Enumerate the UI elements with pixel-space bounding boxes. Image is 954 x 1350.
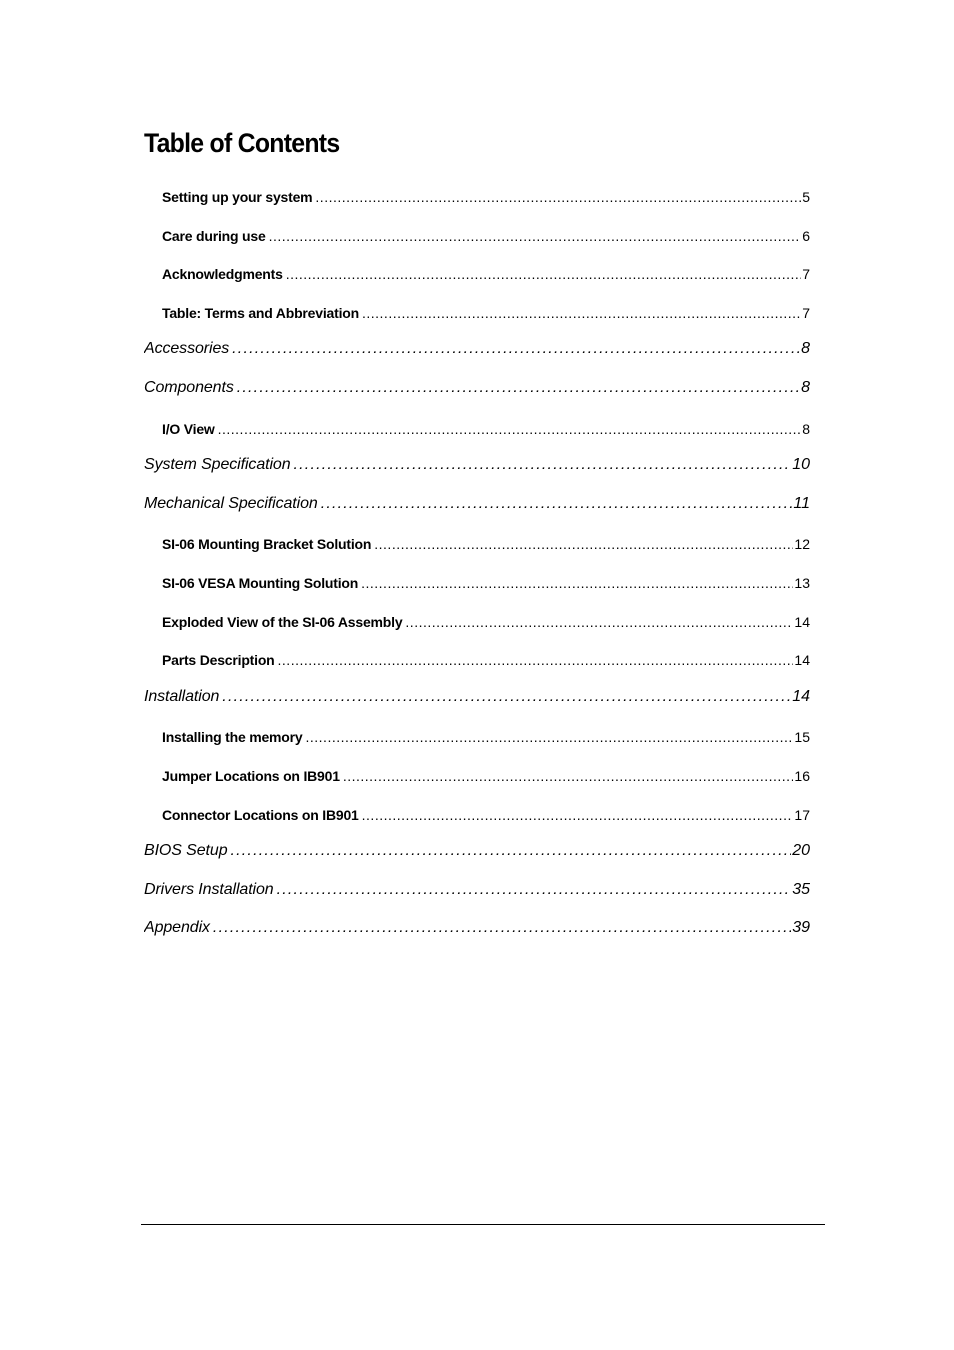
footer-rule xyxy=(141,1224,825,1225)
toc-entry[interactable] xyxy=(144,257,810,296)
dot-leader xyxy=(277,880,792,900)
dot-leader xyxy=(218,419,802,439)
toc-entry-label: Parts Description xyxy=(162,652,275,669)
toc-entry-page: 39 xyxy=(792,919,810,937)
toc-entry[interactable] xyxy=(144,412,810,451)
toc-entry-label: Acknowledgments xyxy=(162,266,283,283)
dot-leader xyxy=(362,805,794,825)
toc-entry-page: 14 xyxy=(794,652,810,669)
dot-leader xyxy=(269,226,802,246)
toc-entry-label: System Specification xyxy=(144,456,291,474)
toc-entry[interactable] xyxy=(144,643,810,682)
toc-entry-page: 14 xyxy=(792,687,810,705)
toc-entry-page: 13 xyxy=(794,574,810,591)
toc-entry-label: Table: Terms and Abbreviation xyxy=(162,304,359,321)
toc-entry[interactable] xyxy=(144,296,810,335)
dot-leader xyxy=(286,264,802,284)
toc-entry-label: Drivers Installation xyxy=(144,880,274,898)
toc-list xyxy=(144,180,810,952)
toc-entry-page: 17 xyxy=(794,806,810,823)
toc-entry-page: 7 xyxy=(802,304,810,321)
toc-entry-page: 35 xyxy=(792,880,810,898)
dot-leader xyxy=(405,612,793,632)
toc-section-entry[interactable] xyxy=(144,875,810,914)
dot-leader xyxy=(361,573,793,593)
toc-entry[interactable] xyxy=(144,180,810,219)
toc-entry-label: Appendix xyxy=(144,919,210,937)
toc-section-entry[interactable] xyxy=(144,913,810,952)
toc-entry-page: 8 xyxy=(802,420,810,437)
dot-leader xyxy=(306,727,794,747)
toc-entry[interactable] xyxy=(144,527,810,566)
dot-leader xyxy=(321,494,793,514)
toc-entry[interactable] xyxy=(144,759,810,798)
dot-leader xyxy=(222,687,791,707)
toc-entry[interactable] xyxy=(144,720,810,759)
toc-entry-label: Connector Locations on IB901 xyxy=(162,806,359,823)
dot-leader xyxy=(315,187,801,207)
toc-entry-label: Exploded View of the SI-06 Assembly xyxy=(162,613,403,630)
toc-entry-page: 20 xyxy=(792,842,810,860)
toc-entry-page: 10 xyxy=(792,456,810,474)
dot-leader xyxy=(213,918,791,938)
dot-leader xyxy=(374,534,793,554)
dot-leader xyxy=(362,303,801,323)
toc-entry-label: BIOS Setup xyxy=(144,842,228,860)
toc-title: Table of Contents xyxy=(144,128,340,158)
dot-leader xyxy=(343,766,794,786)
toc-entry-label: I/O View xyxy=(162,420,215,437)
toc-section-entry[interactable] xyxy=(144,682,810,721)
toc-entry-page: 15 xyxy=(794,729,810,746)
toc-entry[interactable] xyxy=(144,219,810,258)
dot-leader xyxy=(237,378,800,398)
toc-entry-label: Care during use xyxy=(162,227,266,244)
toc-entry-label: Jumper Locations on IB901 xyxy=(162,767,340,784)
dot-leader xyxy=(294,455,792,475)
toc-entry[interactable] xyxy=(144,605,810,644)
toc-entry-label: SI-06 Mounting Bracket Solution xyxy=(162,536,372,553)
dot-leader xyxy=(232,339,800,359)
toc-entry-page: 12 xyxy=(794,536,810,553)
toc-section-entry[interactable] xyxy=(144,836,810,875)
toc-section-entry[interactable] xyxy=(144,489,810,528)
toc-entry-label: Setting up your system xyxy=(162,189,313,205)
toc-entry-label: Accessories xyxy=(144,340,230,358)
toc-entry-label: Installing the memory xyxy=(162,729,303,746)
dot-leader xyxy=(278,650,794,670)
toc-entry-label: Mechanical Specification xyxy=(144,494,318,512)
toc-entry-page: 16 xyxy=(794,767,810,784)
toc-section-entry[interactable] xyxy=(144,373,810,412)
dot-leader xyxy=(231,841,792,861)
toc-entry-page: 7 xyxy=(802,266,810,283)
toc-entry[interactable] xyxy=(144,566,810,605)
toc-entry-label: SI-06 VESA Mounting Solution xyxy=(162,574,359,591)
toc-entry-page: 8 xyxy=(801,378,810,396)
toc-entry-page: 8 xyxy=(801,340,810,358)
toc-entry-page: 6 xyxy=(802,227,810,244)
toc-entry-page: 5 xyxy=(802,189,810,205)
toc-entry[interactable] xyxy=(144,798,810,837)
toc-entry-page: 11 xyxy=(793,494,810,512)
toc-entry-label: Components xyxy=(144,378,234,396)
toc-section-entry[interactable] xyxy=(144,334,810,373)
toc-entry-page: 14 xyxy=(794,613,810,630)
toc-entry-label: Installation xyxy=(144,687,220,705)
toc-section-entry[interactable] xyxy=(144,450,810,489)
